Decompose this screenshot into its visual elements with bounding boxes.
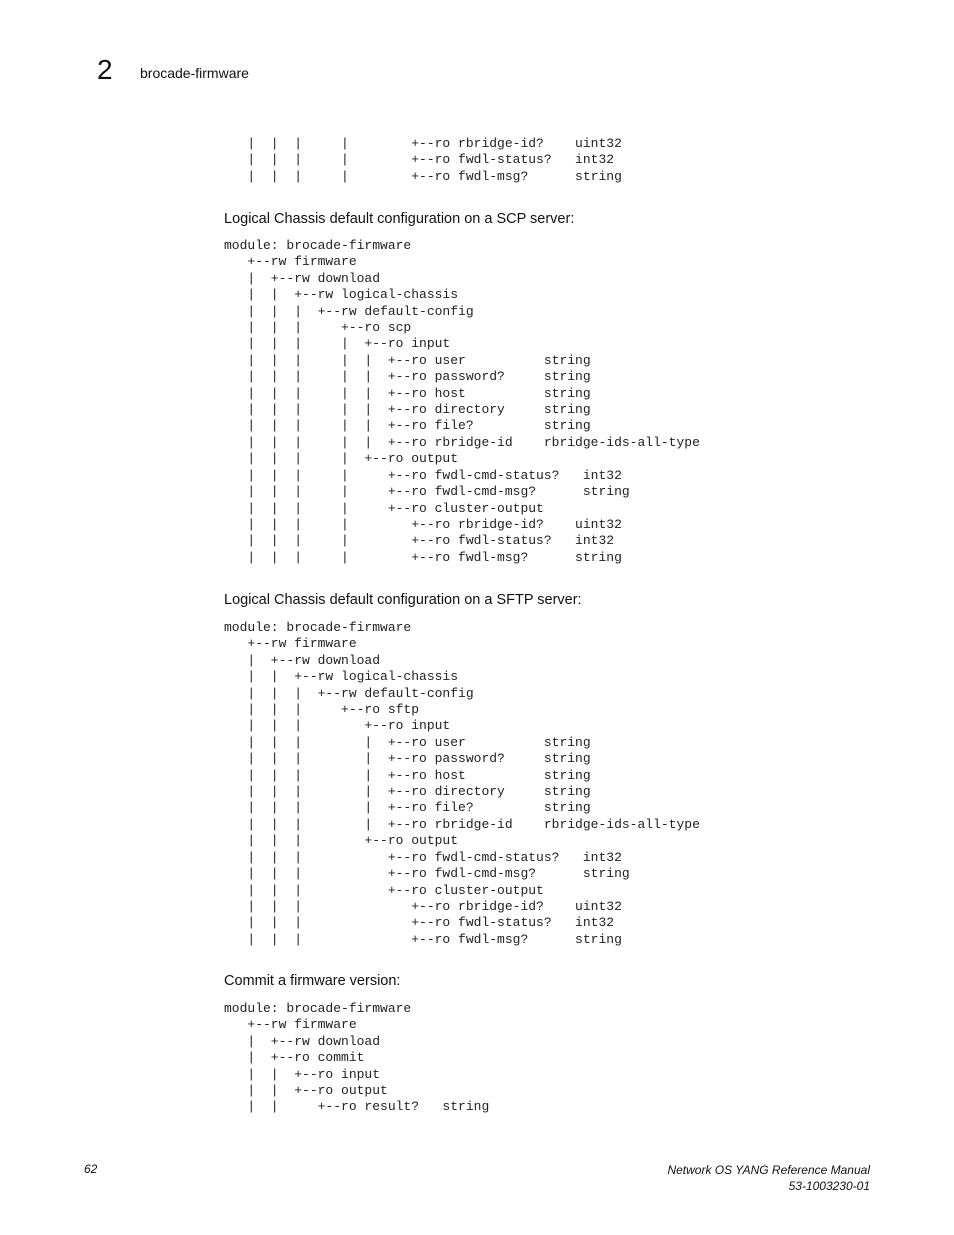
footer-doc-info (667, 1162, 870, 1194)
section-heading-scp: Logical Chassis default configuration on a SCP server: (224, 211, 575, 227)
code-block-continuation: | | | | +--ro rbridge-id? uint32 | | | | +--ro fwdl-status? int32 | | | | +--ro fwdl-msg? string (247, 136, 622, 184)
chapter-number: 2 (97, 54, 113, 85)
section-heading-sftp: Logical Chassis default configuration on a SFTP server: (224, 592, 582, 608)
section-heading-commit: Commit a firmware version: (224, 973, 401, 989)
code-block-scp: module: brocade-firmware +--rw firmware | +--rw download | | +--rw logical-chassis | | | +--rw default-config | | | +--ro scp | | | | +--ro input | | | | | +--ro user string | | | | | +--ro password? string | | | | | +--ro host string | | | | | +--ro directory string | | | | | +--ro file? string | | | | | +--ro rbridge-id rbridge-ids-all-type | | | | +--ro output | | | | +--ro fwdl-cmd-status? int32 | | | | +--ro fwdl-cmd-msg? string | | | | +--ro cluster-output | | | | +--ro rbridge-id? uint32 | | | | +--ro fwdl-status? int32 | | | | +--ro fwdl-msg? string (224, 238, 700, 565)
page-number: 62 (84, 1162, 98, 1176)
code-block-commit: module: brocade-firmware +--rw firmware | +--rw download | +--ro commit | | +--ro input | | +--ro output | | +--ro result? string (224, 1001, 490, 1115)
chapter-title: brocade-firmware (140, 65, 249, 81)
doc-number: 53-1003230-01 (788, 1179, 870, 1193)
code-block-sftp: module: brocade-firmware +--rw firmware | +--rw download | | +--rw logical-chassis | | | +--rw default-config | | | +--ro sftp | | | +--ro input | | | | +--ro user string | | | | +--ro password? string | | | | +--ro host string | | | | +--ro directory string | | | | +--ro file? string | | | | +--ro rbridge-id rbridge-ids-all-type | | | +--ro output | | | +--ro fwdl-cmd-status? int32 | | | +--ro fwdl-cmd-msg? string | | | +--ro cluster-output | | | +--ro rbridge-id? uint32 | | | +--ro fwdl-status? int32 | | | +--ro fwdl-msg? string (224, 620, 700, 947)
manual-title: Network OS YANG Reference Manual (667, 1163, 870, 1177)
